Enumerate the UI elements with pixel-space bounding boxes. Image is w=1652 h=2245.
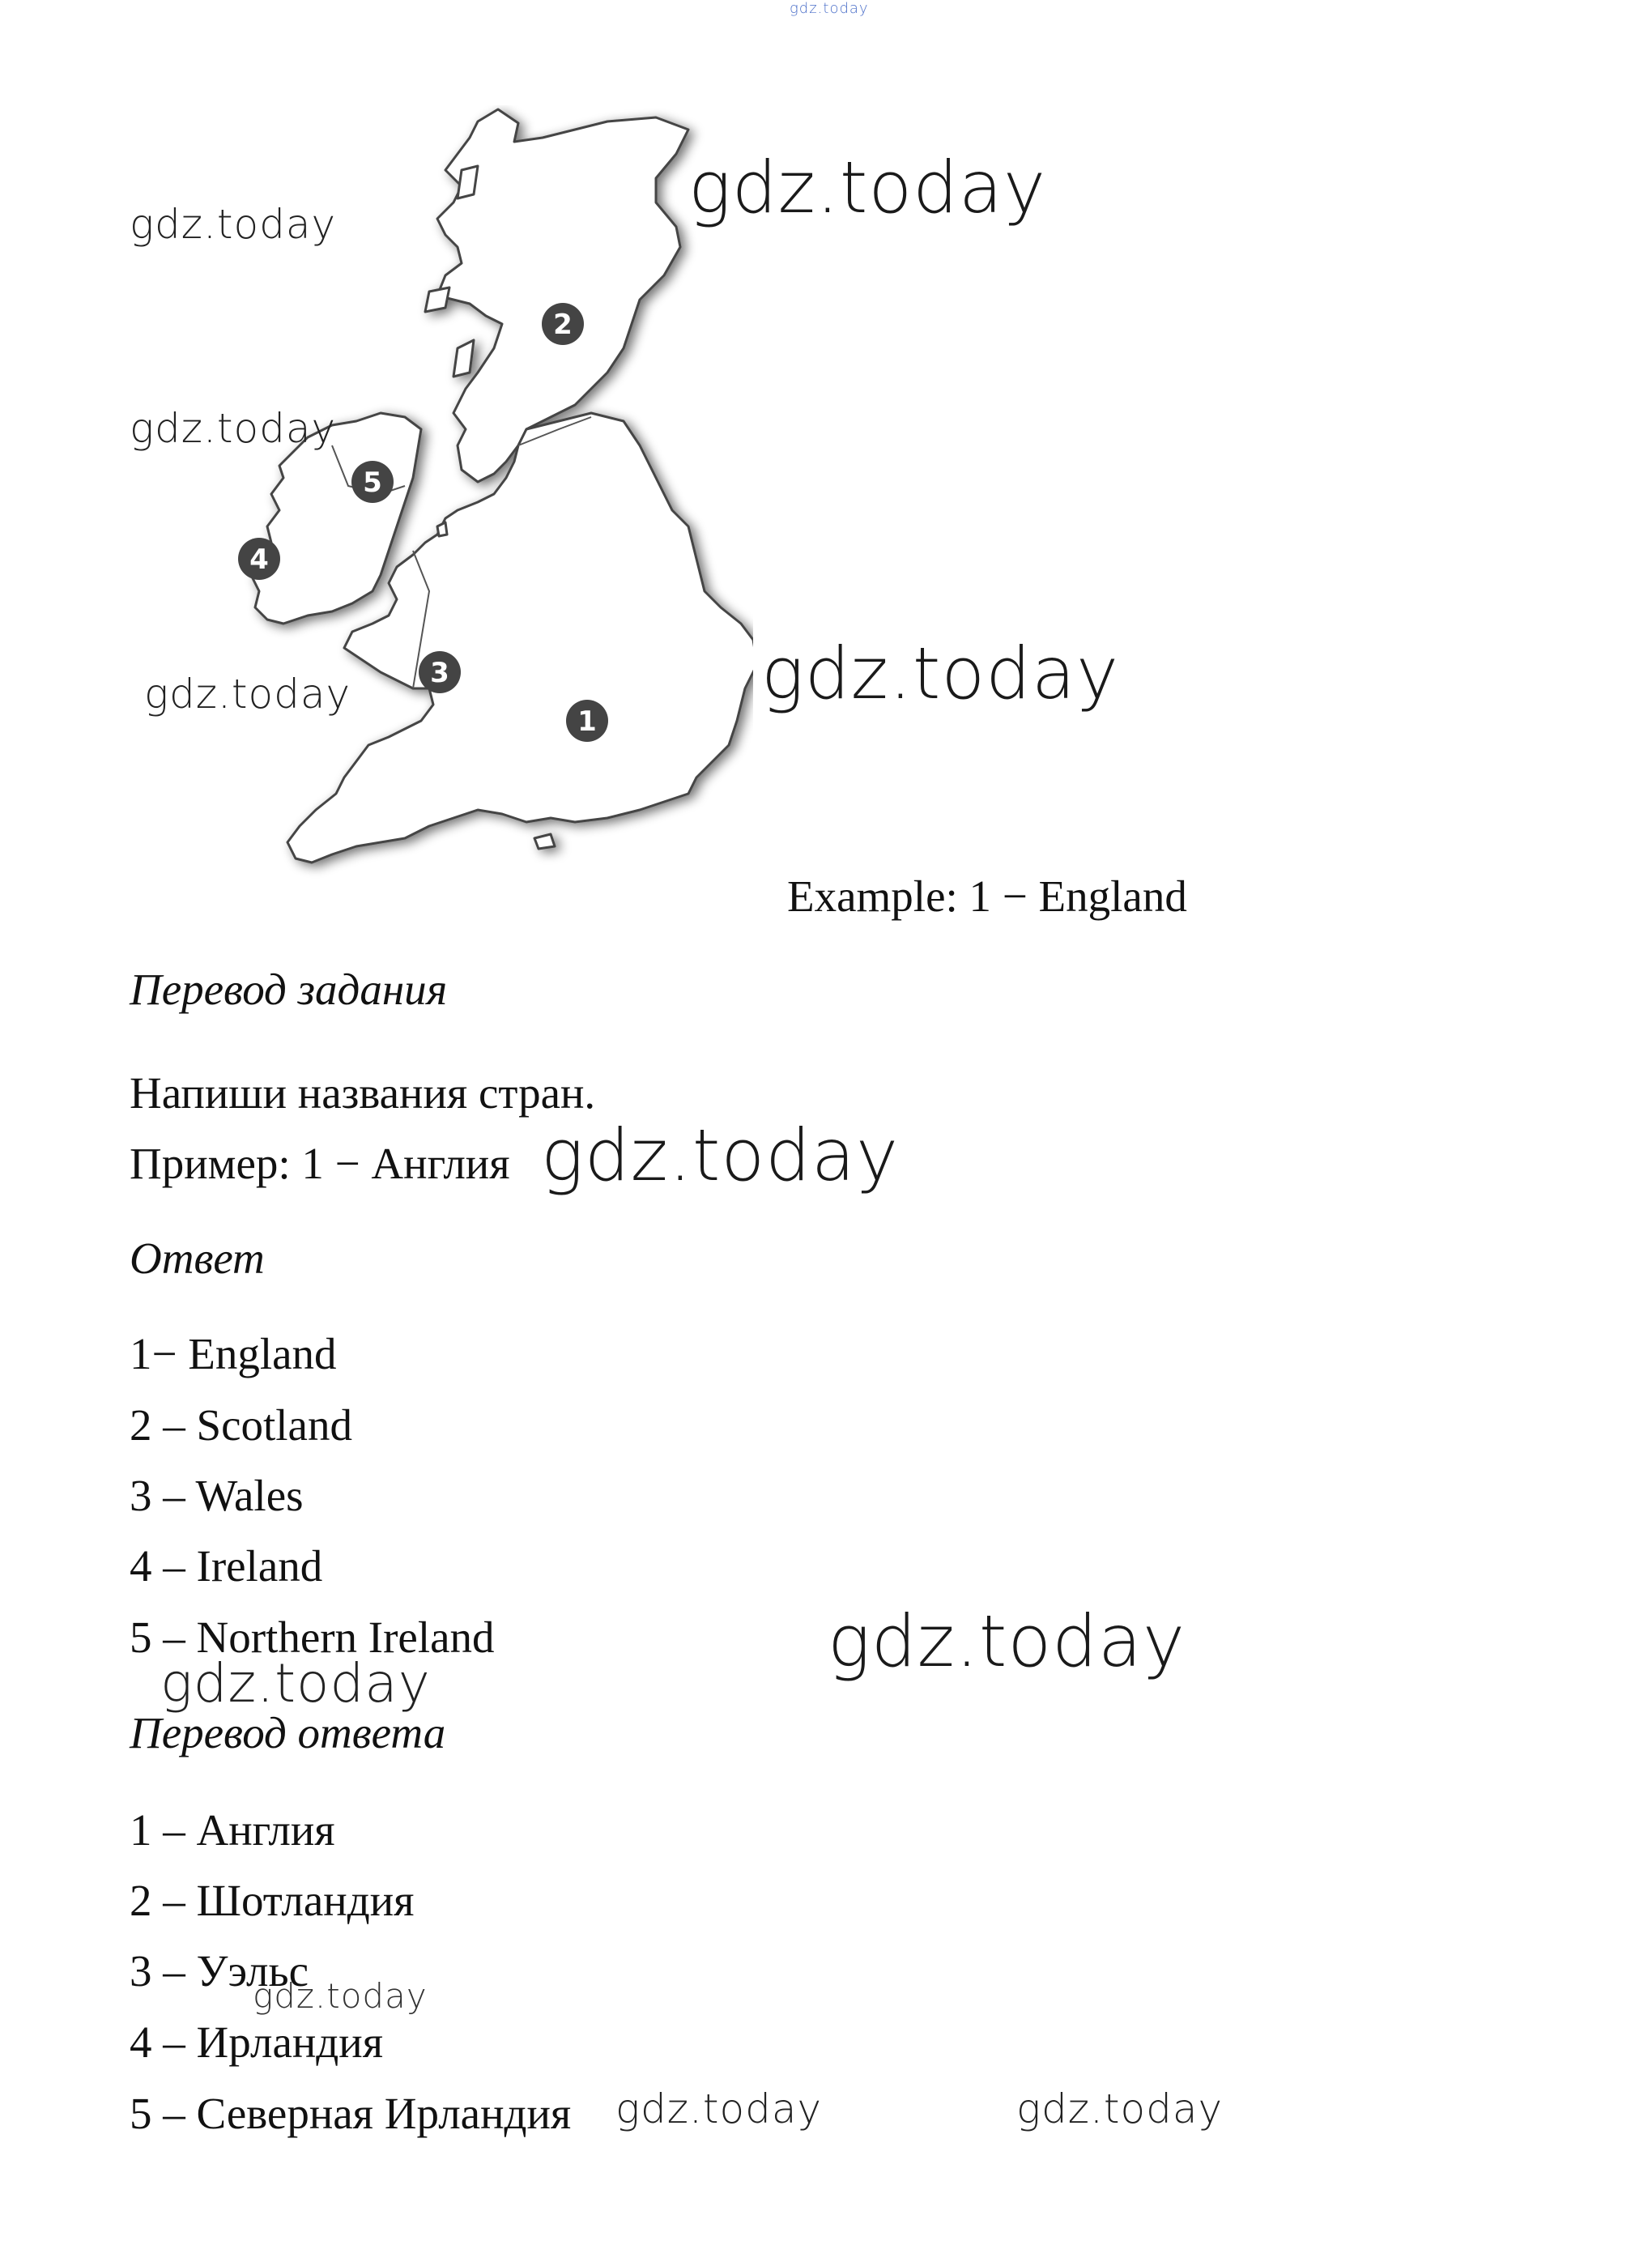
answer-item: 2 – Scotland [130,1400,352,1450]
map-marker-1 [566,700,608,742]
answer-translation-item: 2 – Шотландия [130,1876,415,1925]
watermark-small: gdz.today [615,2085,823,2132]
svg-text:1: 1 [577,705,597,738]
answer-item: 1− England [130,1329,337,1378]
watermark-small: gdz.today [253,1976,428,2016]
svg-text:3: 3 [430,657,449,689]
watermark-small: gdz.today [130,201,337,248]
watermark-large: gdz.today [828,1600,1186,1683]
watermark-small: gdz.today [130,405,337,452]
map-marker-4 [238,538,280,580]
map-marker-2 [542,303,584,345]
task-translation-heading: Перевод задания [130,965,448,1014]
answer-translation-item: 3 – Уэльс [130,1946,309,1996]
map-marker-3 [419,651,461,693]
task-translation-line2: Пример: 1 − Англия [130,1139,510,1188]
answer-translation-item: 1 – Англия [130,1805,335,1855]
answer-item: 4 – Ireland [130,1541,323,1591]
watermark-small: gdz.today [144,671,351,718]
watermark-small: gdz.today [1016,2085,1224,2132]
watermark-large: gdz.today [688,146,1047,229]
answer-heading: Ответ [130,1233,265,1283]
svg-text:5: 5 [363,466,382,499]
watermark-large: gdz.today [541,1114,900,1197]
svg-text:2: 2 [553,309,573,341]
watermark-medium: gdz.today [160,1652,431,1715]
answer-item: 5 – Northern Ireland [130,1612,495,1662]
task-translation-line1: Напиши названия стран. [130,1068,596,1118]
example-text: Example: 1 − England [787,871,1187,921]
watermark-top: gdz.today [790,0,869,17]
map-marker-5 [351,461,394,503]
svg-text:4: 4 [249,543,269,576]
watermark-large: gdz.today [761,632,1120,715]
answer-translation-heading: Перевод ответа [130,1708,446,1757]
answer-item: 3 – Wales [130,1471,304,1520]
answer-translation-item: 5 – Северная Ирландия [130,2089,572,2138]
answer-translation-item: 4 – Ирландия [130,2017,384,2067]
